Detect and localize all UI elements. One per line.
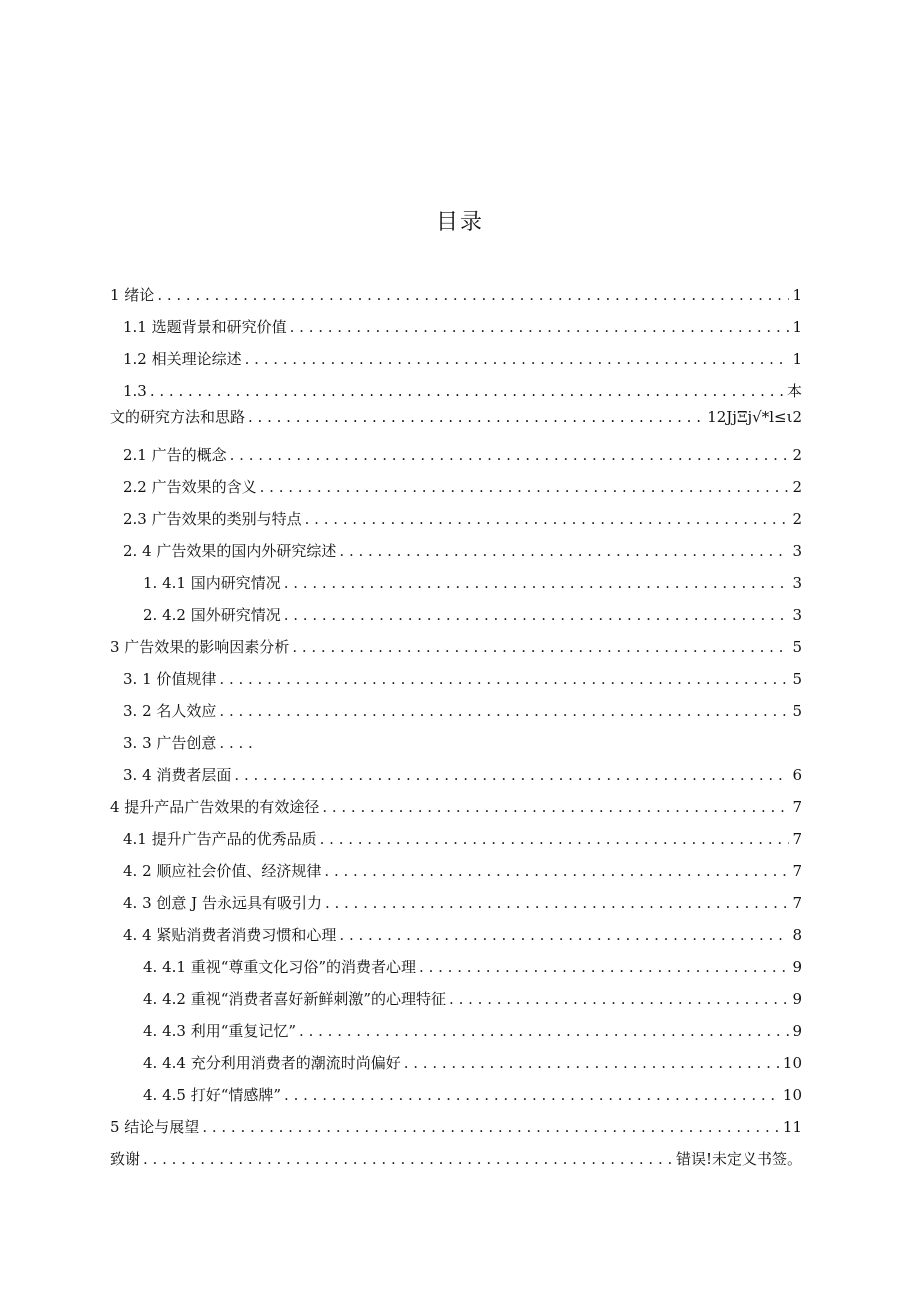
toc-entry-page: 9 xyxy=(792,1022,802,1040)
toc-entry-label: 3 广告效果的影响因素分析 xyxy=(110,638,290,656)
toc-entry-page: 10 xyxy=(782,1054,802,1072)
toc-leader-dots xyxy=(324,860,789,882)
toc-entry[interactable] xyxy=(110,732,802,764)
toc-leader-dots xyxy=(320,828,790,850)
toc-leader-dots xyxy=(260,476,790,498)
toc-entry[interactable] xyxy=(110,540,802,572)
toc-leader-dots xyxy=(150,380,787,402)
toc-entry-label: 1.1 选题背景和研究价值 xyxy=(123,318,287,336)
toc-leader-dots xyxy=(325,892,790,914)
toc-entry-label: 4. 4.2 重视“消费者喜好新鲜刺激”的心理特征 xyxy=(143,990,447,1008)
toc-entry-page: 11 xyxy=(782,1118,802,1136)
toc-entry[interactable] xyxy=(110,764,802,796)
toc-entry-label: 3. 2 名人效应 xyxy=(123,702,217,720)
toc-leader-dots xyxy=(143,1148,673,1170)
toc-leader-dots xyxy=(230,444,790,466)
toc-entry-label: 4.1 提升广告产品的优秀品质 xyxy=(123,830,317,848)
toc-entry-page: 1 xyxy=(792,318,802,336)
toc-entry-page: 错误!未定义书签。 xyxy=(675,1150,802,1168)
toc-entry-label: 4. 4 紧贴消费者消费习惯和心理 xyxy=(123,926,337,944)
toc-leader-dots xyxy=(322,796,789,818)
toc-entry-page: 1 xyxy=(792,350,802,368)
toc-leader-dots xyxy=(284,572,790,594)
toc-leader-dots xyxy=(305,508,790,530)
toc-entry[interactable] xyxy=(110,572,802,604)
toc-leader-dots xyxy=(299,1020,789,1042)
toc-entry-label: 1.2 相关理论综述 xyxy=(123,350,242,368)
toc-entry-tail: 本 xyxy=(786,382,802,400)
toc-entry[interactable] xyxy=(110,892,802,924)
toc-entry-label: 1 绪论 xyxy=(110,286,155,304)
toc-leader-dots xyxy=(404,1052,780,1074)
toc-entry[interactable] xyxy=(110,924,802,956)
toc-leader-dots xyxy=(419,956,789,978)
toc-leader-dots xyxy=(292,636,789,658)
toc-entry-label: 2.2 广告效果的含义 xyxy=(123,478,257,496)
toc-entry-label: 4. 4.5 打好“情感牌” xyxy=(143,1086,282,1104)
toc-entry[interactable] xyxy=(110,284,802,316)
toc-entry[interactable] xyxy=(110,700,802,732)
toc-entry-page: 2 xyxy=(792,478,802,496)
toc-entry-page: 3 xyxy=(792,574,802,592)
toc-entry-page: 3 xyxy=(792,542,802,560)
toc-entry-label: 4. 4.4 充分利用消费者的潮流时尚偏好 xyxy=(143,1054,401,1072)
toc-leader-dots xyxy=(339,540,789,562)
toc-entry-page: 10 xyxy=(782,1086,802,1104)
toc-entry-page: 8 xyxy=(792,926,802,944)
toc-entry-page: 9 xyxy=(792,958,802,976)
toc-entry-label: 4. 3 创意 J 告永远具有吸引力 xyxy=(123,894,322,912)
toc-entry-label: 2. 4 广告效果的国内外研究综述 xyxy=(123,542,337,560)
toc-entry-page: 12JjΞj√*l≤ι2 xyxy=(707,408,802,426)
toc-entry-page: 3 xyxy=(792,606,802,624)
toc-entry-label: 1. 4.1 国内研究情况 xyxy=(143,574,281,592)
toc-entry-page: 7 xyxy=(792,862,802,880)
toc-entry-label: 4. 4.3 利用“重复记忆” xyxy=(143,1022,297,1040)
toc-entry-label: 4 提升产品广告效果的有效途径 xyxy=(110,798,320,816)
toc-leader-dots xyxy=(284,1084,780,1106)
toc-leader-dots xyxy=(157,284,789,306)
toc-entry-page: 7 xyxy=(792,830,802,848)
toc-entry[interactable] xyxy=(110,1052,802,1084)
toc-entry-page: 7 xyxy=(792,894,802,912)
toc-entry[interactable] xyxy=(110,316,802,348)
toc-entry-label: 2.1 广告的概念 xyxy=(123,446,227,464)
toc-leader-dots xyxy=(234,764,789,786)
toc-entry[interactable] xyxy=(110,988,802,1020)
toc-entry-label: 5 结论与展望 xyxy=(110,1118,200,1136)
toc-leader-dots xyxy=(219,700,789,722)
toc-entry[interactable] xyxy=(110,1148,802,1180)
toc-entry[interactable] xyxy=(110,476,802,508)
toc-entry-wrapped[interactable] xyxy=(110,380,802,444)
toc-leader-dots xyxy=(219,668,789,690)
toc-entry[interactable] xyxy=(110,860,802,892)
toc-entry[interactable] xyxy=(110,636,802,668)
toc-entry[interactable] xyxy=(110,604,802,636)
toc-entry-label: 3. 3 广告创意 xyxy=(123,734,217,752)
toc-entry-label: 致谢 xyxy=(110,1150,141,1168)
page-title: 目录 xyxy=(435,210,484,235)
toc-leader-dots xyxy=(245,348,790,370)
toc-leader-dots xyxy=(339,924,789,946)
toc-entry-page: 7 xyxy=(792,798,802,816)
toc-entry-label: 3. 1 价值规律 xyxy=(123,670,217,688)
toc-leader-dots xyxy=(284,604,790,626)
toc-leader-dots xyxy=(219,732,259,754)
toc-entry[interactable] xyxy=(110,1020,802,1052)
toc-leader-dots xyxy=(290,316,790,338)
toc-leader-dots xyxy=(248,406,704,428)
toc-entry-page: 2 xyxy=(792,510,802,528)
toc-entry-page: 5 xyxy=(792,638,802,656)
toc-entry-page: 5 xyxy=(792,702,802,720)
toc-entry[interactable] xyxy=(110,668,802,700)
toc-entry[interactable] xyxy=(110,508,802,540)
toc-entry[interactable] xyxy=(110,828,802,860)
toc-entry[interactable] xyxy=(110,956,802,988)
toc-leader-dots xyxy=(449,988,789,1010)
toc-entry-label: 4. 2 顺应社会价值、经济规律 xyxy=(123,862,322,880)
table-of-contents xyxy=(110,284,802,1180)
toc-entry[interactable] xyxy=(110,444,802,476)
toc-entry-label: 1.3 xyxy=(123,382,147,400)
toc-entry-page: 5 xyxy=(792,670,802,688)
toc-entry[interactable] xyxy=(110,1116,802,1148)
toc-entry-label-continued: 文的研究方法和思路 xyxy=(110,408,246,426)
toc-entry[interactable] xyxy=(110,348,802,380)
toc-entry-label: 2.3 广告效果的类别与特点 xyxy=(123,510,302,528)
toc-entry-label: 4. 4.1 重视“尊重文化习俗”的消费者心理 xyxy=(143,958,417,976)
toc-entry-label: 3. 4 消费者层面 xyxy=(123,766,232,784)
toc-entry-page: 2 xyxy=(792,446,802,464)
toc-entry[interactable] xyxy=(110,1084,802,1116)
toc-entry-label: 2. 4.2 国外研究情况 xyxy=(143,606,281,624)
toc-entry-page: 6 xyxy=(792,766,802,784)
toc-entry-page: 1 xyxy=(792,286,802,304)
toc-entry[interactable] xyxy=(110,796,802,828)
toc-leader-dots xyxy=(202,1116,780,1138)
toc-entry-page: 9 xyxy=(792,990,802,1008)
